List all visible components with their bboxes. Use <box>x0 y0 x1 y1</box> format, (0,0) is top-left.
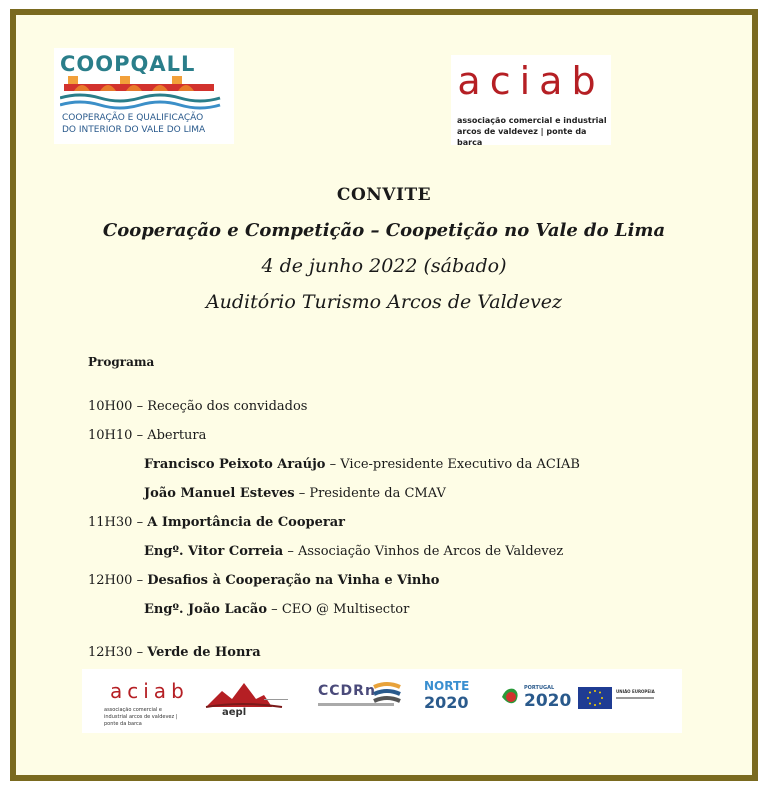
portugal-flag-icon <box>500 685 522 709</box>
speaker-name: Engº. Vitor Correia <box>144 544 284 559</box>
speaker-role: Vice-presidente Executivo da ACIAB <box>340 457 580 472</box>
partner-aciab-logo: aciab <box>110 679 189 703</box>
dash: – <box>298 486 306 501</box>
event-venue: Auditório Turismo Arcos de Valdevez <box>205 291 563 313</box>
partner-aciab-subtitle: associação comercial e industrial arcos de valdevez | ponte da barca <box>104 707 178 727</box>
aciab-logo-word: aciab <box>457 59 605 103</box>
speaker-name: João Manuel Esteves <box>144 486 295 501</box>
program-item-opening <box>88 428 206 443</box>
invite-label: CONVITE <box>336 185 432 205</box>
speaker-vitor-correia <box>144 544 563 559</box>
program-time: 12H30 <box>88 645 133 660</box>
program-item-desafios <box>88 573 439 588</box>
program-text: Abertura <box>147 428 207 443</box>
aciab-subtitle-line2: arcos de valdevez | ponte da barca <box>457 127 587 147</box>
coopqall-logo <box>54 48 234 144</box>
partner-aepl-label: aepl <box>222 707 247 718</box>
program-text: Verde de Honra <box>147 645 261 660</box>
ccdrn-subtitle-bar <box>318 703 394 706</box>
speaker-name: Engº. João Lacão <box>144 602 268 617</box>
coopqall-logo-subtitle <box>62 112 232 136</box>
coopqall-logo-title: COOPQALL <box>60 52 196 76</box>
program-label: Programa <box>88 355 155 369</box>
program-item-welcome <box>88 399 307 414</box>
program-time: 12H00 <box>88 573 133 588</box>
dash: – <box>329 457 337 472</box>
dash: – <box>136 515 144 530</box>
dash: – <box>136 428 144 443</box>
partner-norte-year: 2020 <box>424 693 469 712</box>
program-text: A Importância de Cooperar <box>147 515 346 530</box>
speaker-francisco <box>144 457 580 472</box>
speaker-role: CEO @ Multisector <box>281 602 410 617</box>
aciab-logo-subtitle <box>457 115 607 148</box>
program-time: 10H00 <box>88 399 133 414</box>
coopqall-subtitle-line1: COOPERAÇÃO E QUALIFICAÇÃO <box>62 113 204 123</box>
dash: – <box>136 399 144 414</box>
dash: – <box>136 573 144 588</box>
partner-aepl-logo <box>202 677 292 723</box>
program-time: 10H10 <box>88 428 133 443</box>
dash: – <box>271 602 278 617</box>
partner-ccdrn-logo: CCDRn <box>318 683 376 699</box>
event-date: 4 de junho 2022 (sábado) <box>261 255 507 277</box>
partner-portugal-label: PORTUGAL <box>524 685 555 691</box>
program-item-cooperar <box>88 515 345 530</box>
event-title: Cooperação e Competição – Coopetição no Vale do Lima <box>102 220 666 241</box>
program-item-verde-honra <box>88 645 261 660</box>
aciab-subtitle-line1: associação comercial e industrial <box>457 116 607 125</box>
speaker-role: Presidente da CMAV <box>309 486 446 501</box>
speaker-joao-esteves <box>144 486 446 501</box>
coopqall-subtitle-line2: DO INTERIOR DO VALE DO LIMA <box>62 125 206 135</box>
dash: – <box>136 645 144 660</box>
partner-ue-label: UNIÃO EUROPEIA <box>616 689 655 694</box>
ue-subtitle-bar <box>616 697 654 699</box>
aciab-logo <box>451 55 611 145</box>
program-text: Receção dos convidados <box>147 399 308 414</box>
eu-flag-icon <box>578 687 612 709</box>
partner-norte-logo: NORTE <box>424 679 470 693</box>
program-text: Desafios à Cooperação na Vinha e Vinho <box>147 573 440 588</box>
partner-portugal-year: 2020 <box>524 691 572 711</box>
bridge-icon <box>60 74 228 110</box>
speaker-joao-lacao <box>144 602 409 617</box>
invitation-frame <box>10 9 758 781</box>
speaker-name: Francisco Peixoto Araújo <box>144 457 326 472</box>
program-time: 11H30 <box>88 515 133 530</box>
dash: – <box>287 544 294 559</box>
partner-logos-strip <box>82 669 682 733</box>
speaker-role: Associação Vinhos de Arcos de Valdevez <box>297 544 564 559</box>
